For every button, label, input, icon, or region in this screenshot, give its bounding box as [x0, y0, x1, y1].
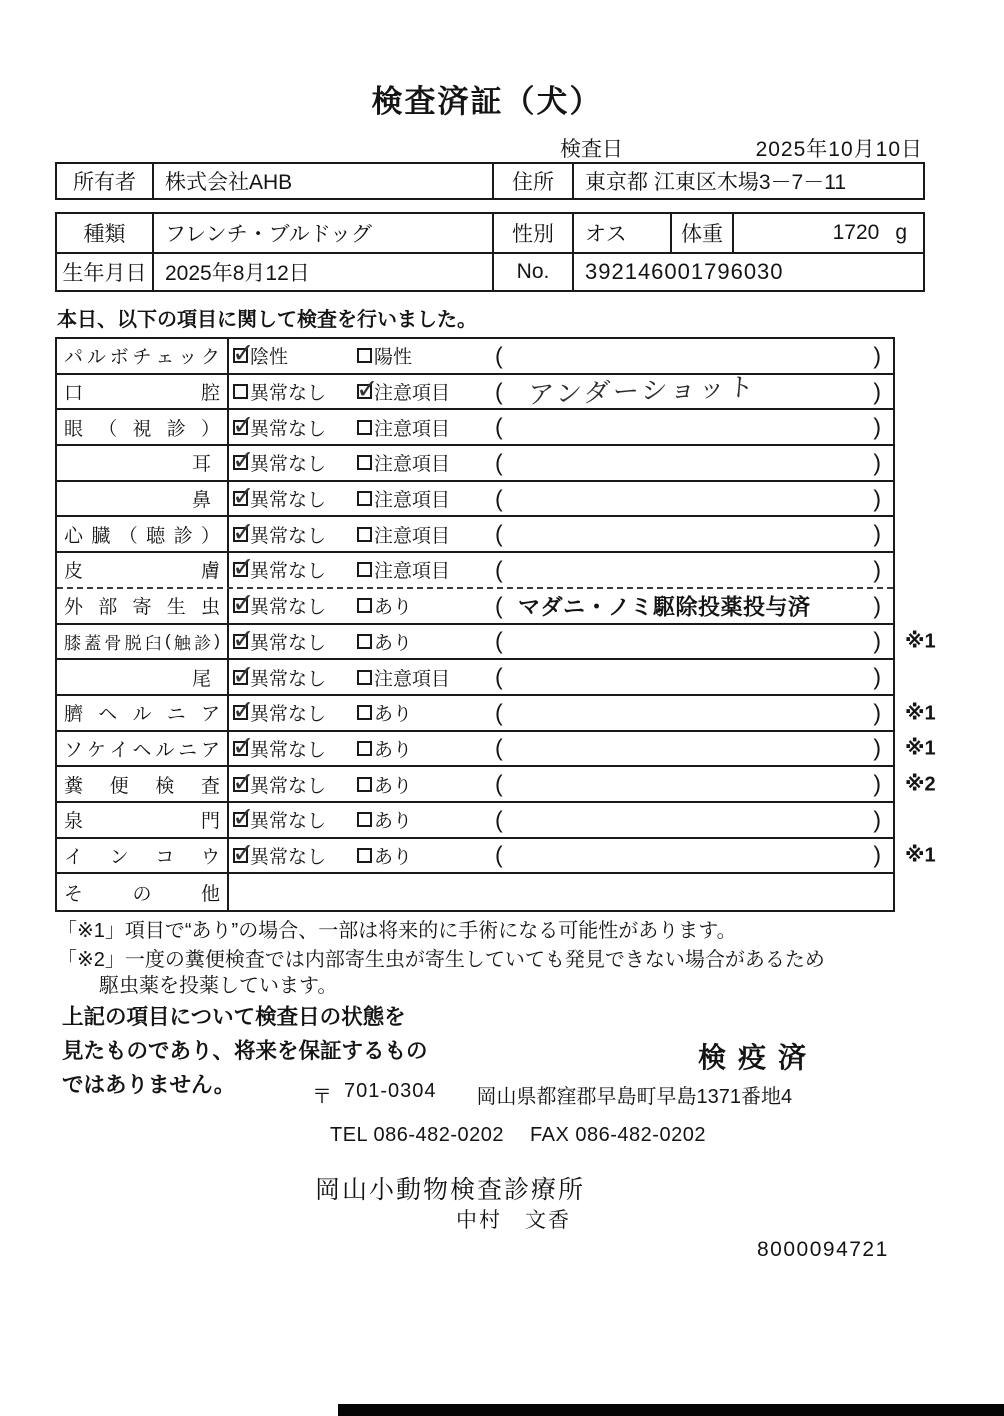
- checkbox-label: 異常なし: [250, 383, 327, 405]
- checkbox-option-1: [229, 660, 357, 694]
- checkbox-label: 異常なし: [250, 775, 327, 797]
- row-footnote-mark: ※1: [905, 702, 936, 725]
- exam-row-content: [229, 625, 893, 659]
- clinic-address-row: [312, 1080, 792, 1109]
- exam-row-content: [229, 696, 893, 730]
- checkbox-option-2: [357, 410, 492, 444]
- close-paren: ): [873, 841, 881, 868]
- open-paren: (: [495, 520, 503, 547]
- exam-row-content: [229, 553, 893, 587]
- checkbox-option-2: [357, 517, 492, 551]
- close-paren: ): [873, 627, 881, 654]
- weight-label: 体重: [670, 214, 732, 252]
- sex-value: オス: [572, 214, 670, 252]
- exam-item-label: 泉 門: [57, 803, 229, 837]
- exam-item-label: 糞 便 検 査: [57, 767, 229, 801]
- address-label: 住所: [492, 164, 572, 198]
- checkbox-icon: [357, 848, 372, 863]
- checkbox-option-2: [357, 553, 492, 587]
- owner-table: [55, 162, 925, 200]
- checkbox-option-2: [357, 696, 492, 730]
- clinic-name: 岡山小動物検査診療所: [315, 1176, 586, 1204]
- exam-item-label: イ ン コ ウ: [57, 839, 229, 873]
- open-paren: (: [495, 449, 503, 476]
- note-area: [492, 696, 893, 730]
- note-area: [492, 625, 893, 659]
- checkbox-option-1: [229, 553, 357, 587]
- inspection-date-label: 検査日: [560, 138, 623, 161]
- checkbox-icon: [233, 348, 248, 363]
- row-footnote-mark: ※1: [905, 844, 936, 867]
- checkbox-label: 異常なし: [250, 525, 327, 547]
- exam-item-label: 臍 ヘ ル ニ ア: [57, 696, 229, 730]
- quarantine-stamp: 検疫済: [698, 1042, 819, 1073]
- row-footnote-mark: ※1: [905, 737, 936, 760]
- checkbox-icon: [233, 741, 248, 756]
- owner-value: 株式会社AHB: [152, 164, 492, 198]
- checkbox-label: 注意項目: [374, 490, 451, 512]
- note-area: [492, 482, 893, 516]
- checkbox-label: 注意項目: [374, 668, 451, 690]
- checkbox-label: あり: [374, 632, 413, 654]
- note-area: [492, 803, 893, 837]
- exam-row-content: [229, 732, 893, 766]
- checkbox-label: 異常なし: [250, 668, 327, 690]
- owner-row: [57, 164, 923, 198]
- checkbox-icon: [233, 420, 248, 435]
- exam-row-content: [229, 767, 893, 801]
- checkbox-option-1: [229, 839, 357, 873]
- checkbox-icon: [357, 348, 372, 363]
- checkbox-icon: [357, 527, 372, 542]
- checkbox-option-2: [357, 660, 492, 694]
- exam-row: [57, 517, 893, 553]
- checkbox-option-2: [357, 482, 492, 516]
- note-area: [492, 732, 893, 766]
- exam-row: [57, 446, 893, 482]
- note-area: [492, 517, 893, 551]
- exam-item-label: そ の 他: [57, 874, 229, 910]
- checkbox-icon: [357, 562, 372, 577]
- exam-row-content: [229, 339, 893, 373]
- close-paren: ): [873, 556, 881, 583]
- checkbox-label: 注意項目: [374, 561, 451, 583]
- sex-label: 性別: [492, 214, 572, 252]
- checkbox-label: あり: [374, 811, 413, 833]
- checkbox-option-1: [229, 732, 357, 766]
- exam-item-label: 皮 膚: [57, 553, 229, 587]
- checkbox-icon: [357, 384, 372, 399]
- checkbox-icon: [233, 848, 248, 863]
- row-footnote-mark: ※2: [905, 773, 936, 796]
- checkbox-label: 異常なし: [250, 454, 327, 476]
- exam-row-content: [229, 874, 893, 910]
- checkbox-option-1: [229, 767, 357, 801]
- checkbox-option-1: [229, 517, 357, 551]
- exam-row: [57, 625, 936, 661]
- breed-label: 種類: [83, 223, 126, 246]
- checkbox-option-1: [229, 446, 357, 480]
- exam-row-content: [229, 589, 893, 623]
- close-paren: ): [873, 449, 881, 476]
- checkbox-option-1: [229, 375, 357, 409]
- close-paren: ): [873, 734, 881, 761]
- exam-row-content: [229, 803, 893, 837]
- exam-item-label: 鼻: [57, 482, 229, 516]
- exam-item-label: パ ル ボ チ ェ ッ ク: [57, 339, 229, 373]
- checkbox-icon: [233, 455, 248, 470]
- open-paren: (: [495, 413, 503, 440]
- exam-row-content: [229, 371, 893, 410]
- disclaimer-line-2: 見たものであり、将来を保証するもの: [62, 1039, 428, 1063]
- exam-row-content: [229, 410, 893, 444]
- checkbox-option-1: [229, 696, 357, 730]
- checkbox-icon: [357, 634, 372, 649]
- checkbox-option-2: [357, 375, 492, 409]
- clinic-postal-code: 701-0304: [344, 1080, 437, 1102]
- scan-artifact-bar: [338, 1404, 1004, 1416]
- checkbox-option-2: [357, 589, 492, 623]
- checkbox-option-1: [229, 410, 357, 444]
- note-area: [492, 410, 893, 444]
- close-paren: ): [873, 342, 881, 369]
- checkbox-label: 注意項目: [374, 525, 451, 547]
- veterinarian-name: 中村 文香: [456, 1209, 571, 1232]
- exam-row: [57, 339, 893, 375]
- exam-row: [57, 732, 936, 768]
- exam-table: [55, 337, 936, 912]
- birthdate-value: 2025年8月12日: [152, 254, 492, 290]
- checkbox-icon: [357, 491, 372, 506]
- open-paren: (: [495, 627, 503, 654]
- open-paren: (: [495, 806, 503, 833]
- pet-table: [55, 212, 925, 292]
- checkbox-option-2: [357, 625, 492, 659]
- checkbox-option-2: [357, 803, 492, 837]
- close-paren: ): [873, 413, 881, 440]
- pet-row-1: [57, 214, 923, 252]
- clinic-fax: FAX 086-482-0202: [530, 1124, 706, 1146]
- checkbox-label: 異常なし: [250, 490, 327, 512]
- open-paren: (: [495, 485, 503, 512]
- open-paren: (: [495, 342, 503, 369]
- note-area: [492, 371, 893, 410]
- exam-item-label: 眼 （ 視 診 ）: [57, 410, 229, 444]
- checkbox-icon: [233, 562, 248, 577]
- checkbox-label: 陽性: [374, 347, 413, 369]
- exam-row-content: [229, 446, 893, 480]
- checkbox-label: あり: [374, 846, 413, 868]
- note-area: [492, 446, 893, 480]
- checkbox-option-1: [229, 625, 357, 659]
- microchip-no-value: 392146001796030: [572, 254, 923, 290]
- open-paren: (: [495, 770, 503, 797]
- open-paren: (: [495, 734, 503, 761]
- exam-row-content: [229, 517, 893, 551]
- exam-row: [57, 874, 893, 910]
- close-paren: ): [873, 592, 881, 619]
- exam-row: [57, 839, 936, 875]
- checkbox-icon: [233, 670, 248, 685]
- note-text: マダニ・ノミ駆除投薬投与済: [518, 594, 811, 620]
- checkbox-option-1: [229, 339, 357, 373]
- checkbox-label: 異常なし: [250, 704, 327, 726]
- note-area: [492, 767, 893, 801]
- exam-row-content: [229, 839, 893, 873]
- close-paren: ): [873, 663, 881, 690]
- checkbox-icon: [233, 384, 248, 399]
- clinic-address-text: 岡山県都窪郡早島町早島1371番地4: [476, 1086, 793, 1108]
- intro-text: 本日、以下の項目に関して検査を行いました。: [57, 309, 477, 331]
- checkbox-label: 注意項目: [374, 454, 451, 476]
- checkbox-option-1: [229, 482, 357, 516]
- checkbox-label: 異常なし: [250, 597, 327, 619]
- checkbox-option-2: [357, 446, 492, 480]
- note-area: [492, 660, 893, 694]
- exam-row-content: [229, 660, 893, 694]
- close-paren: ): [873, 520, 881, 547]
- disclaimer-line-3: ではありません。: [62, 1073, 236, 1097]
- checkbox-label: 異常なし: [250, 811, 327, 833]
- footnote-2: 「※2」一度の糞便検査では内部寄生虫が寄生していても発見できない場合があるため: [57, 949, 825, 971]
- checkbox-label: 注意項目: [374, 418, 451, 440]
- exam-item-label: 尾: [57, 660, 229, 694]
- postal-mark-icon: 〒: [312, 1086, 332, 1108]
- footnote-2-continued: 駆虫薬を投薬しています。: [99, 975, 338, 997]
- checkbox-label: 異常なし: [250, 632, 327, 654]
- close-paren: ): [873, 770, 881, 797]
- checkbox-icon: [357, 598, 372, 613]
- weight-cell: [732, 214, 923, 252]
- checkbox-option-2: [357, 767, 492, 801]
- open-paren: (: [495, 556, 503, 583]
- note-area: [492, 589, 893, 623]
- exam-item-label: ソ ケ イ ヘ ル ニ ア: [57, 732, 229, 766]
- checkbox-icon: [233, 705, 248, 720]
- microchip-no-label: No.: [492, 254, 572, 290]
- row-footnote-mark: ※1: [905, 630, 936, 653]
- checkbox-icon: [357, 420, 372, 435]
- checkbox-option-1: [229, 589, 357, 623]
- exam-item-label: 心 臓 （ 聴 診 ）: [57, 517, 229, 551]
- exam-row: [57, 660, 893, 696]
- checkbox-label: あり: [374, 597, 413, 619]
- checkbox-label: あり: [374, 739, 413, 761]
- exam-item-label: 口 腔: [57, 375, 229, 409]
- checkbox-label: 異常なし: [250, 739, 327, 761]
- weight-value: 1720: [832, 221, 880, 244]
- exam-row: [57, 482, 893, 518]
- note-area: [492, 839, 893, 873]
- inspection-date-value: 2025年10月10日: [755, 138, 923, 161]
- exam-item-label: 膝 蓋 骨 脱 臼 ( 触 診 ): [57, 625, 229, 659]
- checkbox-icon: [357, 812, 372, 827]
- checkbox-icon: [233, 491, 248, 506]
- exam-row-content: [229, 482, 893, 516]
- checkbox-icon: [357, 705, 372, 720]
- checkbox-icon: [357, 741, 372, 756]
- pet-row-2: [57, 252, 923, 290]
- clinic-tel-row: [330, 1124, 706, 1147]
- exam-row: [57, 553, 893, 589]
- checkbox-icon: [357, 455, 372, 470]
- weight-unit: g: [895, 221, 907, 244]
- checkbox-label: 異常なし: [250, 418, 327, 440]
- exam-row: [57, 803, 893, 839]
- close-paren: ): [873, 699, 881, 726]
- exam-item-label: 外 部 寄 生 虫: [57, 589, 229, 623]
- note-text: アンダーショット: [526, 371, 758, 410]
- owner-label: 所有者: [73, 171, 136, 194]
- checkbox-icon: [233, 527, 248, 542]
- open-paren: (: [495, 378, 503, 405]
- open-paren: (: [495, 592, 503, 619]
- exam-row: [57, 371, 893, 411]
- checkbox-icon: [233, 777, 248, 792]
- open-paren: (: [495, 841, 503, 868]
- checkbox-icon: [233, 598, 248, 613]
- checkbox-icon: [233, 634, 248, 649]
- checkbox-label: あり: [374, 775, 413, 797]
- inspection-date-row: [55, 133, 925, 161]
- certificate-title: 検査済証（犬）: [371, 84, 603, 119]
- footnote-1: 「※1」項目で“あり”の場合、一部は将来的に手術になる可能性があります。: [57, 920, 737, 942]
- checkbox-option-2: [357, 839, 492, 873]
- exam-item-label: 耳: [57, 446, 229, 480]
- exam-row: [57, 767, 936, 803]
- exam-row: [57, 410, 893, 446]
- open-paren: (: [495, 663, 503, 690]
- breed-value: フレンチ・ブルドッグ: [152, 214, 492, 252]
- close-paren: ): [873, 485, 881, 512]
- disclaimer-line-1: 上記の項目について検査日の状態を: [62, 1005, 406, 1029]
- serial-number: 8000094721: [757, 1238, 889, 1261]
- exam-row: [57, 696, 936, 732]
- note-area: [492, 339, 893, 373]
- checkbox-icon: [233, 812, 248, 827]
- close-paren: ): [873, 806, 881, 833]
- checkbox-option-1: [229, 803, 357, 837]
- open-paren: (: [495, 699, 503, 726]
- checkbox-label: 異常なし: [250, 846, 327, 868]
- checkbox-label: 異常なし: [250, 561, 327, 583]
- birthdate-label: 生年月日: [62, 262, 147, 285]
- checkbox-icon: [357, 670, 372, 685]
- checkbox-label: あり: [374, 704, 413, 726]
- note-area: [492, 553, 893, 587]
- clinic-tel: TEL 086-482-0202: [330, 1124, 505, 1146]
- address-value: 東京都 江東区木場3－7－11: [572, 164, 923, 198]
- exam-row: [57, 589, 893, 625]
- close-paren: ): [873, 378, 881, 405]
- checkbox-option-2: [357, 339, 492, 373]
- checkbox-icon: [357, 777, 372, 792]
- checkbox-label: 注意項目: [374, 383, 451, 405]
- checkbox-option-2: [357, 732, 492, 766]
- checkbox-label: 陰性: [250, 347, 289, 369]
